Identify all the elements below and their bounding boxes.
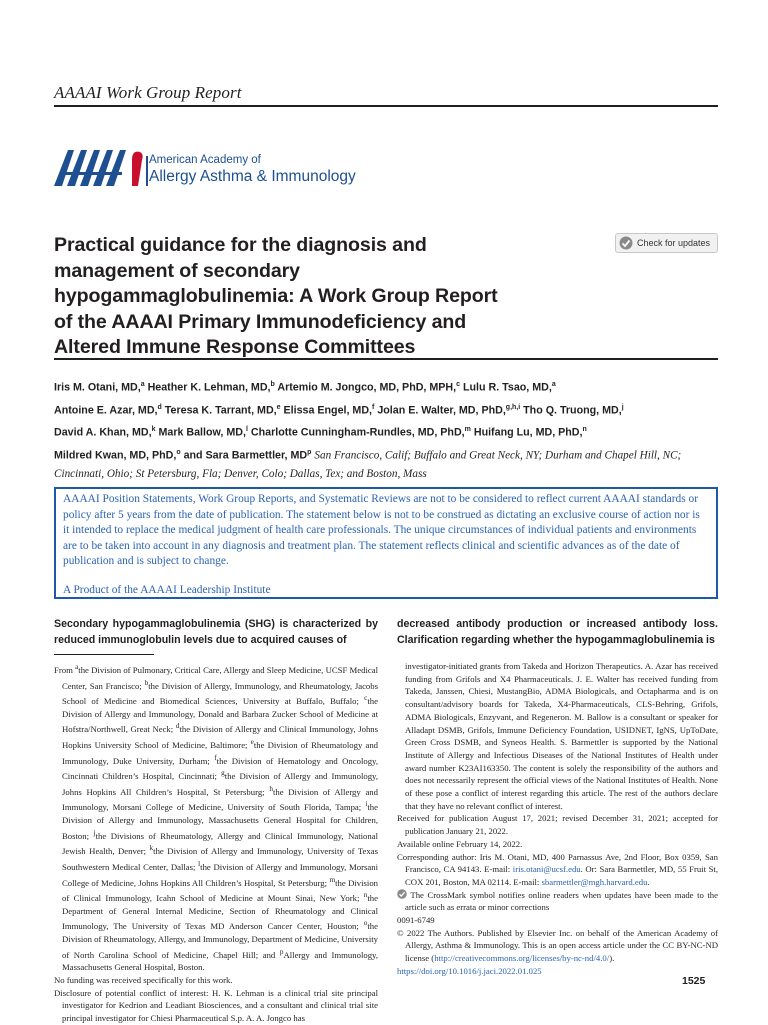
affiliation-mark: j: [621, 403, 624, 411]
title-divider: [54, 358, 718, 360]
crossmark-icon: [619, 236, 633, 250]
author-name: Lulu R. Tsao, MD,: [460, 381, 552, 394]
author-name: Heather K. Lehman, MD,: [144, 381, 271, 394]
author-locations: San Francisco, Calif; Buffalo and Great Neck, NY; Durham and Chapel Hill, NC; Cincinnati, Ohio; St Petersburg, Fla; Denver, Colo; Dallas, Tex; and Boston, Mass: [54, 449, 682, 481]
footnotes-right-column: [397, 660, 718, 978]
author-name: Huifang Lu, MD, PhD,: [470, 426, 583, 439]
affiliation-mark: l: [245, 426, 248, 434]
funding-footnote: No funding was received specifically for this work.: [54, 975, 233, 986]
email-link-2[interactable]: sbarmettler@mgh.harvard.edu: [541, 876, 648, 887]
header-divider: [54, 105, 718, 107]
footnotes-left-column: [54, 661, 378, 1025]
disclosure-continued: investigator-initiated grants from Takeda and Horizon Therapeutics. A. Azar has received funding from Grifols and X4 Pharmaceuticals. J. E. Walter has received funding from Takeda, Janssen, Chiesi, MustangBio, ADMA Biologicals, and Octapharma and is on consultant/advisory boards for Takeda, X4-Pharmaceuticals, CLS-Behring, Grifols, ADMA Biologicals, Enzyvant, and Regeneron. M. Ballow is a consultant or speaker for Alladapt DSMB, Grifols, Immune Deficiency Foundation, USIDNET, IgNS, UpToDate, Green Cross DSMB, and Syneos Health. S. Barmettler is supported by the National Institute of Allergy and Infectious Diseases of the National Institutes of Health under award number K23AI163350. The content is solely the responsibility of the authors and does not necessarily represent the official views of the National Institutes of Health. None of these pose a conflict of interest regarding this article. The rest of the authors declare that they have no relevant conflict of interest.: [405, 661, 718, 811]
copyright: © 2022 The Authors. Published by Elsevier Inc. on behalf of the American Academy of Allergy, Asthma & Immunology. This is an open access article under the CC BY-NC-ND license (http://creativecommons.org/licenses/by-nc-nd/4.0/).: [397, 927, 718, 964]
available-online: Available online February 14, 2022.: [397, 838, 523, 849]
affiliation-mark: k: [151, 426, 156, 434]
logo-text-line2: Allergy Asthma & Immunology: [149, 168, 356, 185]
author-name: Teresa K. Tarrant, MD,: [161, 404, 277, 417]
affiliation-mark: o: [176, 448, 181, 456]
author-name: Elissa Engel, MD,: [280, 404, 373, 417]
affiliation-mark: e: [276, 403, 281, 411]
disclaimer-text: AAAAI Position Statements, Work Group Reports, and Systematic Reviews are not to be considered to reflect current AAAAI standards or policy after 5 years from the date of publication. The statement below is not to be construed as dictating an exclusive course of action nor is it intended to replace the medical judgment of health care professionals. The unique circumstances of individual patients and environments are to be taken into account in any diagnosis and treatment plan. The statement reflects clinical and scientific advances as of the date of publication and is subject to change.: [63, 493, 700, 568]
license-link[interactable]: http://creativecommons.org/licenses/by-nc-nd/4.0/: [434, 953, 610, 964]
title-line: Altered Immune Response Committees: [54, 336, 416, 358]
author-name: Charlotte Cunningham-Rundles, MD, PhD,: [247, 426, 465, 439]
affiliation-mark: c: [456, 381, 460, 388]
email-link-1[interactable]: iris.otani@ucsf.edu: [512, 864, 581, 875]
title-line: hypogammaglobulinemia: A Work Group Report: [54, 285, 498, 307]
author-name: and Sara Barmettler, MD: [180, 449, 308, 462]
abstract-left-column: Secondary hypogammaglobulinemia (SHG) is characterized by reduced immunoglobulin levels due to acquired causes of: [54, 618, 378, 646]
crossmark-note: The CrossMark symbol notifies online readers when updates have been made to the article such as errata or minor corrections: [397, 889, 718, 914]
author-name: Jolan E. Walter, MD, PhD,: [374, 404, 506, 417]
title-line: Practical guidance for the diagnosis and: [54, 234, 427, 256]
title-line: management of secondary: [54, 259, 300, 282]
affiliation-mark: a: [551, 381, 556, 388]
title-line: of the AAAAI Primary Immunodeficiency and: [54, 310, 467, 333]
author-list: [54, 375, 722, 484]
disclaimer-box: [54, 487, 718, 599]
author-name: David A. Khan, MD,: [54, 426, 152, 439]
author-name: Artemio M. Jongco, MD, PhD, MPH,: [274, 381, 457, 394]
issn: 0091-6749: [397, 915, 435, 926]
crossmark-icon: [397, 889, 407, 899]
received-dates: Received for publication August 17, 2021; revised December 31, 2021; accepted for publication January 21, 2022.: [397, 813, 718, 837]
affiliation-mark: d: [157, 403, 162, 411]
check-for-updates-button[interactable]: [615, 233, 718, 253]
journal-section-header: AAAAI Work Group Report: [54, 83, 242, 102]
footnote-divider: [54, 654, 154, 655]
author-name: Mark Ballow, MD,: [155, 426, 246, 439]
affiliation-mark: p: [307, 448, 312, 456]
page-number: 1525: [682, 975, 706, 987]
logo-text-line1: American Academy of: [149, 154, 261, 166]
affiliation-mark: a: [140, 381, 145, 388]
author-name: Mildred Kwan, MD, PhD,: [54, 449, 177, 462]
corresponding-author: Corresponding author: Iris M. Otani, MD, 400 Parnassus Ave, 2nd Floor, Box 0359, San Francisco, CA 94143. E-mail: iris.otani@ucsf.edu. Or: Sara Barmettler, MD, 55 Fruit St, COX 201, Boston, MA 02114. E-mail: sbarmettler@mgh.harvard.edu.: [397, 851, 718, 887]
affiliation-mark: g,h,i: [505, 403, 521, 411]
author-name: Tho Q. Truong, MD,: [520, 404, 622, 417]
disclosure-footnote: Disclosure of potential conflict of interest: H. K. Lehman is a clinical trial site principal investigator for Kedrion and Leadiant Biosciences, and a consultant and clinical trial site principal investigator for Chiesi Pharmaceutical S.p. A. A. Jongco has: [54, 987, 378, 1024]
affiliation-mark: m: [464, 426, 471, 434]
doi-link[interactable]: https://doi.org/10.1016/j.jaci.2022.01.025: [397, 965, 542, 976]
check-for-updates-label: Check for updates: [637, 238, 711, 248]
author-name: Iris M. Otani, MD,: [54, 381, 141, 394]
abstract-right-column: decreased antibody production or increased antibody loss. Clarification regarding whether the hypogammaglobulinemia is: [397, 618, 718, 646]
article-title: [54, 233, 614, 361]
affiliation-mark: b: [270, 381, 275, 388]
affiliation-mark: f: [372, 403, 375, 411]
affiliation-mark: n: [582, 426, 587, 434]
affiliations-footnote: From $^a$the Division of Pulmonary, Critical Care, Allergy and Sleep Medicine, UCSF Medical Center, San Francisco; $^b$the Division of Allergy, Immunology, and Rheumatology, Jacobs School of Medicine and Biomedical Sciences, University at Buffalo, Buffalo; $^c$the Division of Allergy and Immunology, Donald and Barbara Zucker School of Medicine at Hofstra/Northwell, Great Neck; $^d$the Division of Allergy and Clinical Immunology, Johns Hopkins University School of Medicine, Baltimore; $^e$the Division of Rheumatology and Immunology, Duke University, Durham; $^f$the Division of Hematology and Oncology, Cincinnati Children’s Hospital, Cincinnati; $^g$the Division of Allergy and Immunology, Johns Hopkins All Children’s Hospital, St Petersburg; $^h$the Division of Allergy and Immunology, Morsani College of Medicine, University of South Florida, Tampa; $^i$the Division of Allergy and Immunology, Massachusetts General Hospital for Children, Boston; $^j$the Divisions of Rheumatology, Allergy and Clinical Immunology, National Jewish Health, Denver; $^k$the Division of Allergy and Immunology, University of Texas Southwestern Medical Center, Dallas; $^l$the Division of Allergy and Immunology, Morsani College of Medicine, Johns Hopkins All Children’s Hospital, St Petersburg; $^m$the Division of Clinical Immunology, Icahn School of Medicine at Mount Sinai, New York; $^n$the Department of General Internal Medicine, Section of Rheumatology and Clinical Immunology, The University of Texas MD Anderson Cancer Center, Houston; $^o$the Division of Rheumatology, Allergy, and Immunology, Department of Medicine, University of North Carolina School of Medicine, Chapel Hill; and $^p$Allergy and Immunology, Massachusetts General Hospital, Boston.: [54, 663, 379, 973]
author-name: Antoine E. Azar, MD,: [54, 404, 158, 417]
leadership-institute-link[interactable]: A Product of the AAAAI Leadership Institute: [63, 583, 271, 596]
